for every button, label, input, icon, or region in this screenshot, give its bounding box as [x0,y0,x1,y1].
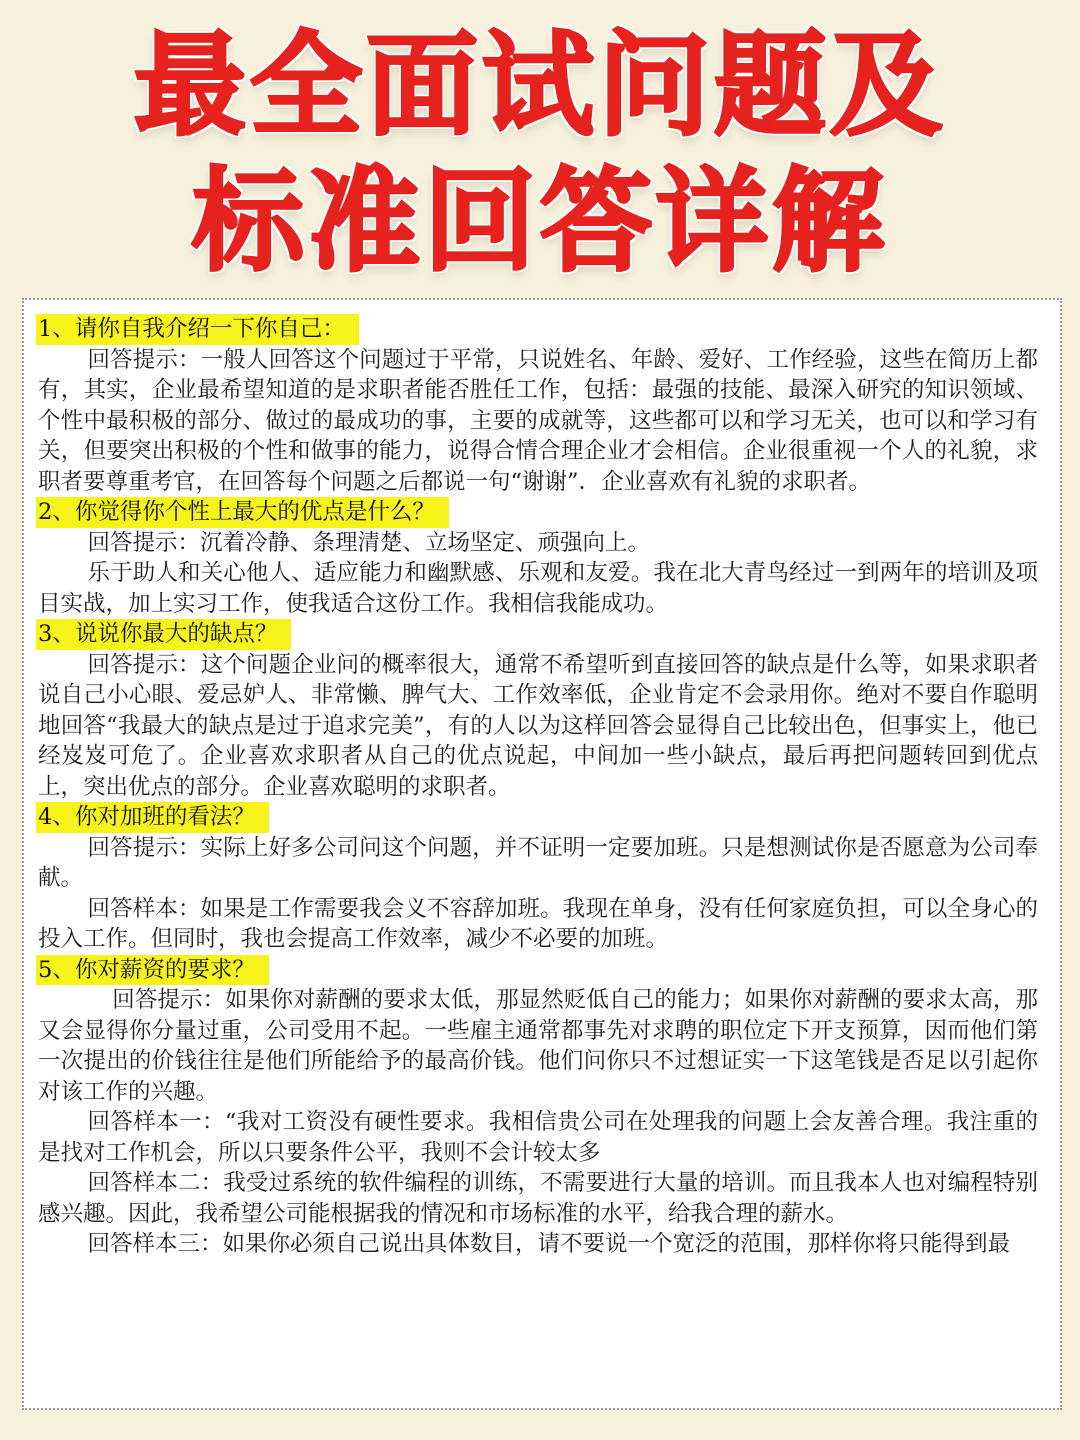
question-heading [38,497,1038,528]
question-heading [38,314,1038,345]
question-highlight-5: 5、你对薪资的要求？ [36,955,269,986]
document-body [38,314,1038,1260]
answer-paragraph: 回答样本三：如果你必须自己说出具体数目，请不要说一个宽泛的范围，那样你将只能得到最 [87,1231,1011,1257]
question-highlight-4: 4、你对加班的看法？ [36,802,269,833]
answer-paragraph: 回答提示：这个问题企业问的概率很大，通常不希望听到直接回答的缺点是什么等，如果求职者说自己小心眼、爱忌妒人、非常懒、脾气大、工作效率低，企业肯定不会录用你。绝对不要自作聪明地回答“我最大的缺点是过于追求完美”，有的人以为这样回答会显得自己比较出色，但事实上，他已经岌岌可危了。企业喜欢求职者从自己的优点说起，中间加一些小缺点，最后再把问题转回到优点上，突出优点的部分。企业喜欢聪明的求职者。 [38,651,1038,800]
answer-paragraph: 乐于助人和关心他人、适应能力和幽默感、乐观和友爱。我在北大青鸟经过一到两年的培训及项目实战，加上实习工作，使我适合这份工作。我相信我能成功。 [38,560,1038,617]
answer-paragraph: 回答提示：沉着冷静、条理清楚、立场坚定、顽强向上。 [87,529,651,556]
question-highlight-1: 1、请你自我介绍一下你自己： [36,314,359,345]
question-highlight-3: 3、说说你最大的缺点？ [36,619,291,650]
answer-paragraph: 回答提示：一般人回答这个问题过于平常，只说姓名、年龄、爱好、工作经验，这些在简历上都有，其实，企业最希望知道的是求职者能否胜任工作，包括：最强的技能、最深入研究的知识领域、个性中最积极的部分、做过的最成功的事，主要的成就等，这些都可以和学习无关，也可以和学习有关，但要突出积极的个性和做事的能力，说得合情合理企业才会相信。企业很重视一个人的礼貌，求职者要尊重考官，在回答每个问题之后都说一句“谢谢”．企业喜欢有礼貌的求职者。 [38,346,1038,495]
title-line-1: 最全面试问题及 [134,21,946,151]
answer-paragraph: 回答样本：如果是工作需要我会义不容辞加班。我现在单身，没有任何家庭负担，可以全身心的投入工作。但同时，我也会提高工作效率，减少不必要的加班。 [38,895,1038,952]
title-banner [0,18,1080,290]
answer-paragraph: 回答提示：如果你对薪酬的要求太低，那显然贬低自己的能力；如果你对薪酬的要求太高，那又会显得你分量过重，公司受用不起。一些雇主通常都事先对求聘的职位定下开支预算，因而他们第一次提出的价钱往往是他们所能给予的最高价钱。他们问你只不过想证实一下这笔钱是否足以引起你对该工作的兴趣。 [38,987,1038,1105]
document-panel [22,298,1062,1410]
question-highlight-2: 2、你觉得你个性上最大的优点是什么？ [36,497,449,528]
answer-paragraph: 回答样本二：我受过系统的软件编程的训练，不需要进行大量的培训。而且我本人也对编程特别感兴趣。因此，我希望公司能根据我的情况和市场标准的水平，给我合理的薪水。 [38,1170,1038,1227]
question-heading [38,619,1038,650]
answer-paragraph: 回答样本一：“我对工资没有硬性要求。我相信贵公司在处理我的问题上会友善合理。我注重的是找对工作机会，所以只要条件公平，我则不会计较太多 [38,1109,1038,1166]
answer-paragraph: 回答提示：实际上好多公司问这个问题，并不证明一定要加班。只是想测试你是否愿意为公司奉献。 [38,834,1038,891]
question-heading [38,955,1038,986]
question-heading [38,802,1038,833]
title-line-2: 标准回答详解 [192,157,888,287]
